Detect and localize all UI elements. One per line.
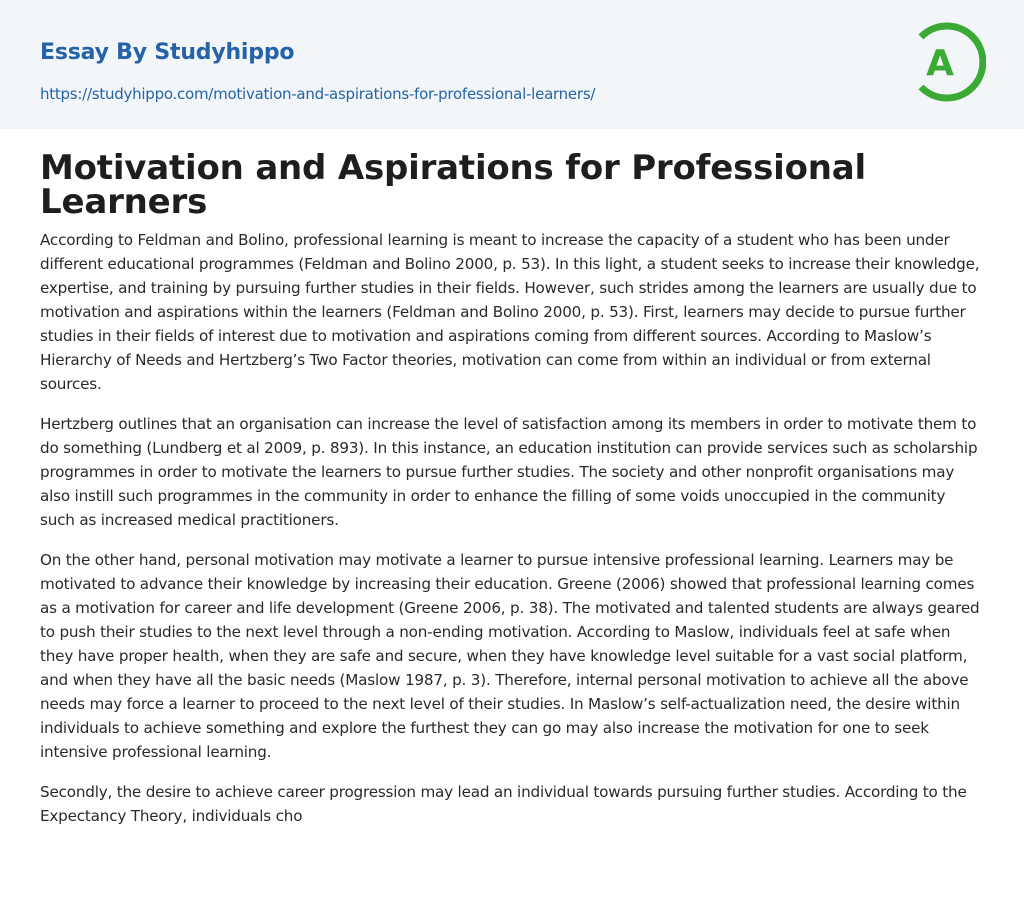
logo-letter: A <box>926 43 954 84</box>
essay-paragraph: According to Feldman and Bolino, professional learning is meant to increase the capacity of a student who has been under different educational programmes (Feldman and Bolino 2000, p. 53). In this light, a student seeks to increase their knowledge, expertise, and training by pursuing further studies in their fields. However, such strides among the learners are usually due to motivation and aspirations within the learners (Feldman and Bolino 2000, p. 53). First, learners may decide to pursue further studies in their fields of interest due to motivation and aspirations coming from different sources. According to Maslow’s Hierarchy of Needs and Hertzberg’s Two Factor theories, motivation can come from within an individual or from external sources. <box>40 231 980 393</box>
essay-body <box>40 228 984 844</box>
essay-title: Motivation and Aspirations for Professional Learners <box>40 148 866 222</box>
essay-paragraph: On the other hand, personal motivation may motivate a learner to pursue intensive professional learning. Learners may be motivated to advance their knowledge by increasing their education. Greene (2006) showed that professional learning comes as a motivation for career and life development (Greene 2006, p. 38). The motivated and talented students are always geared to push their studies to the next level through a non-ending motivation. According to Maslow, individuals feel at safe when they have proper health, when they are safe and secure, when they have knowledge level suitable for a vast social platform, and when they have all the basic needs (Maslow 1987, p. 3). Therefore, internal personal motivation to achieve all the above needs may force a learner to proceed to the next level of their studies. In Maslow’s self-actualization need, the desire within individuals to achieve something and explore the furthest they can go may also increase the motivation for one to seek intensive professional learning. <box>40 551 980 761</box>
site-header <box>0 0 1024 129</box>
studyhippo-logo-icon[interactable] <box>912 19 986 105</box>
essay-paragraph: Secondly, the desire to achieve career progression may lead an individual towards pursuing further studies. According to the Expectancy Theory, individuals cho <box>40 783 967 825</box>
site-title: Essay By Studyhippo <box>40 40 295 65</box>
source-url-link[interactable]: https://studyhippo.com/motivation-and-aspirations-for-professional-learners/ <box>40 85 596 103</box>
essay-title-wrap <box>40 148 984 222</box>
essay-paragraph: Hertzberg outlines that an organisation can increase the level of satisfaction among its members in order to motivate them to do something (Lundberg et al 2009, p. 893). In this instance, an education institution can provide services such as scholarship programmes in order to motivate the learners to pursue further studies. The society and other nonprofit organisations may also instill such programmes in the community in order to enhance the filling of some voids unoccupied in the community such as increased medical practitioners. <box>40 415 978 529</box>
